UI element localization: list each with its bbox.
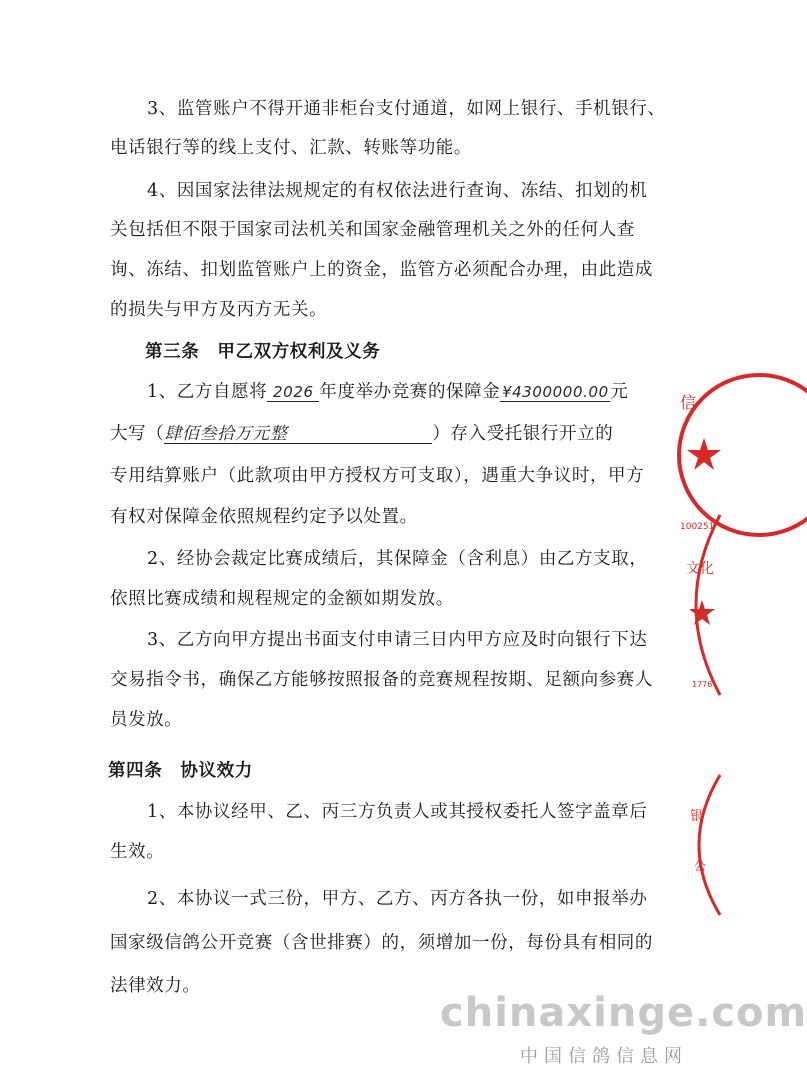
article-3-clause-1-line-4: 有权对保障金依照规程约定予以处置。 xyxy=(110,507,418,527)
stamp-3-char: 公 xyxy=(694,859,707,873)
article-4-clause-1-line-1: 1、本协议经甲、乙、丙三方负责人或其授权委托人签字盖章后 xyxy=(147,802,648,822)
daxie-suffix: ）存入受托银行开立的 xyxy=(432,424,614,444)
watermark-site-name: 中国信鸽信息网 xyxy=(520,1046,688,1067)
clause-1-prefix: 1、乙方自愿将 xyxy=(147,382,268,402)
article-3-clause-1-line-1 xyxy=(147,378,628,403)
year-handwritten: 2026 xyxy=(267,383,319,402)
stamp-2-text: 文化 xyxy=(686,561,714,577)
clause-4-line-1: 4、因国家法律法规规定的有权依法进行查询、冻结、扣划的机 xyxy=(147,181,648,201)
watermark-domain: chinaxinge.com xyxy=(440,990,807,1036)
article-3-clause-1-line-2 xyxy=(110,420,613,445)
red-stamp-seal-3 xyxy=(678,775,720,915)
stamp-2-suffix: 1776 xyxy=(692,680,713,689)
article-3-clause-2-line-1: 2、经协会裁定比赛成绩后，其保障金（含利息）由乙方支取， xyxy=(147,549,648,569)
daxie-prefix: 大写（ xyxy=(110,424,165,444)
clause-1-middle: 年度举办竞赛的保障金 xyxy=(319,382,501,402)
stamp-2-number: 100251 xyxy=(680,522,715,532)
daxie-handwritten: 肆佰叁拾万元整 xyxy=(164,425,432,444)
red-stamp-seal-2 xyxy=(672,515,720,695)
stamp-3-text: 银 xyxy=(690,809,704,824)
clause-4-line-2: 关包括但不限于国家司法机关和国家金融管理机关之外的任何人查 xyxy=(110,220,635,240)
clause-4-line-4: 的损失与甲方及丙方无关。 xyxy=(110,300,328,320)
red-stamp-seal xyxy=(664,380,720,530)
clause-3-line-2: 电话银行等的线上支付、汇款、转账等功能。 xyxy=(110,138,472,158)
stamp-1-text: 信 xyxy=(680,393,697,412)
article-4-clause-2-line-3: 法律效力。 xyxy=(110,976,201,996)
article-3-clause-3-line-3: 员发放。 xyxy=(110,710,183,730)
clause-1-suffix: 元 xyxy=(610,382,629,402)
article-4-clause-2-line-1: 2、本协议一式三份，甲方、乙方、丙方各执一份，如申报举办 xyxy=(147,889,648,909)
article-3-clause-2-line-2: 依照比赛成绩和规程规定的金额如期发放。 xyxy=(110,589,454,609)
clause-3-line-1: 3、监管账户不得开通非柜台支付通道，如网上银行、手机银行、 xyxy=(147,99,666,119)
article-4-clause-1-line-2: 生效。 xyxy=(110,842,165,862)
article-3-clause-3-line-2: 交易指令书，确保乙方能够按照报备的竞赛规程按期、足额向参赛人 xyxy=(110,670,653,690)
article-4-heading: 第四条 协议效力 xyxy=(108,761,253,781)
article-3-clause-1-line-3: 专用结算账户（此款项由甲方授权方可支取），遇重大争议时，甲方 xyxy=(110,466,645,486)
clause-4-line-3: 询、冻结、扣划监管账户上的资金，监管方必须配合办理，由此造成 xyxy=(110,260,653,280)
amount-handwritten: ¥4300000.00 xyxy=(501,383,609,401)
article-4-clause-2-line-2: 国家级信鸽公开竞赛（含世排赛）的，须增加一份，每份具有相同的 xyxy=(110,933,653,953)
article-3-heading: 第三条 甲乙双方权利及义务 xyxy=(145,342,381,362)
article-3-clause-3-line-1: 3、乙方向甲方提出书面支付申请三日内甲方应及时向银行下达 xyxy=(147,630,648,650)
